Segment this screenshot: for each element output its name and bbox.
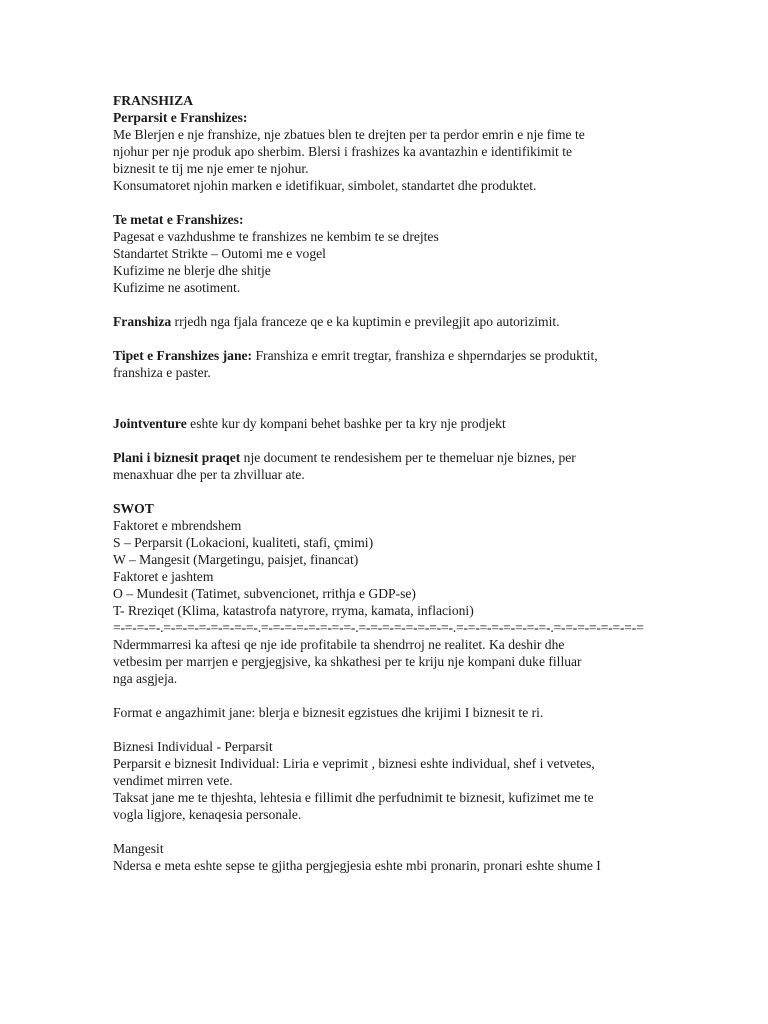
- paragraph-line: Taksat jane me te thjeshta, lehtesia e fillimit dhe perfudnimit te biznesit, kufizimet me te: [113, 790, 594, 805]
- paragraph-line: njohur per nje produk apo sherbim. Blersi i frashizes ka avantazhin e identifikimit te: [113, 144, 573, 159]
- paragraph-line: Ndersa e meta eshte sepse te gjitha pergjegjesia eshte mbi pronarin, pronari eshte shume I: [113, 858, 601, 873]
- plani-term: Plani i biznesit praqet: [113, 450, 241, 465]
- paragraph-line: vetbesim per marrjen e pergjegjsive, ka shkathesi per te kriju nje kompani duke filluar: [113, 654, 582, 669]
- swot-line: T- Rreziqet (Klima, katastrofa natyrore, rryma, kamata, inflacioni): [113, 603, 474, 618]
- paragraph-line: nga asgjeja.: [113, 671, 178, 686]
- format-line: Format e angazhimit jane: blerja e biznesit egzistues dhe krijimi I biznesit te ri.: [113, 705, 544, 720]
- paragraph-line: Perparsit e biznesit Individual: Liria e veprimit , biznesi eshte individual, shef i vetvetes,: [113, 756, 595, 771]
- swot-line: W – Mangesit (Margetingu, paisjet, financat): [113, 552, 359, 567]
- tipet-text: Franshiza e emrit tregtar, franshiza e shperndarjes se produktit,: [252, 348, 598, 363]
- swot-line: O – Mundesit (Tatimet, subvencionet, rrithja e GDP-se): [113, 586, 416, 601]
- perparsit-heading: Perparsit e Franshizes:: [113, 110, 248, 125]
- swot-title: SWOT: [113, 501, 154, 516]
- tipet-line: [113, 347, 673, 364]
- definition-text: rrjedh nga fjala franceze qe e ka kuptimin e previlegjit apo autorizimit.: [171, 314, 560, 329]
- tipet-line-2: franshiza e paster.: [113, 365, 211, 380]
- jointventure-term: Jointventure: [113, 416, 187, 431]
- list-line: Pagesat e vazhdushme te franshizes ne kembim te se drejtes: [113, 229, 439, 244]
- jointventure-line: [113, 415, 673, 432]
- metat-heading: Te metat e Franshizes:: [113, 212, 244, 227]
- tipet-term: Tipet e Franshizes jane:: [113, 348, 253, 363]
- swot-line: S – Perparsit (Lokacioni, kualiteti, stafi, çmimi): [113, 535, 374, 550]
- jointventure-text: eshte kur dy kompani behet bashke per ta kry nje prodjekt: [186, 416, 506, 431]
- paragraph-line: vogla ligjore, kenaqesia personale.: [113, 807, 302, 822]
- paragraph-line: biznesit te tij me nje emer te njohur.: [113, 161, 309, 176]
- paragraph-line: Konsumatoret njohin marken e idetifikuar, simbolet, standartet dhe produktet.: [113, 178, 537, 193]
- definition-term: Franshiza: [113, 314, 172, 329]
- franshiza-definition: [113, 313, 673, 330]
- plani-text: nje document te rendesishem per te themeluar nje biznes, per: [240, 450, 576, 465]
- list-line: Standartet Strikte – Outomi me e vogel: [113, 246, 326, 261]
- swot-line: Faktoret e mbrendshem: [113, 518, 242, 533]
- list-line: Kufizime ne asotiment.: [113, 280, 241, 295]
- plani-line: [113, 449, 673, 466]
- mangesit-heading: Mangesit: [113, 841, 164, 856]
- paragraph-line: Me Blerjen e nje franshize, nje zbatues blen te drejten per ta perdor emrin e nje fime te: [113, 127, 585, 142]
- document-page: [113, 92, 673, 874]
- list-line: Kufizime ne blerje dhe shitje: [113, 263, 271, 278]
- plani-line-2: menaxhuar dhe per ta zhvilluar ate.: [113, 467, 305, 482]
- franshiza-title: FRANSHIZA: [113, 93, 194, 108]
- swot-line: Faktoret e jashtem: [113, 569, 214, 584]
- paragraph-line: Ndermmarresi ka aftesi qe nje ide profitabile ta shendrroj ne realitet. Ka deshir dhe: [113, 637, 565, 652]
- individual-heading: Biznesi Individual - Perparsit: [113, 739, 273, 754]
- paragraph-line: vendimet mirren vete.: [113, 773, 233, 788]
- separator-rule: =-=-=-=-.=-=-=-=-=-=-=-=-.=-=-=-=-=-=-=-=-.=-=-=-=-=-=-=-=-.=-=-=-=-=-=-=-=-.=-=-=-=-=-=-=-=: [113, 620, 644, 635]
